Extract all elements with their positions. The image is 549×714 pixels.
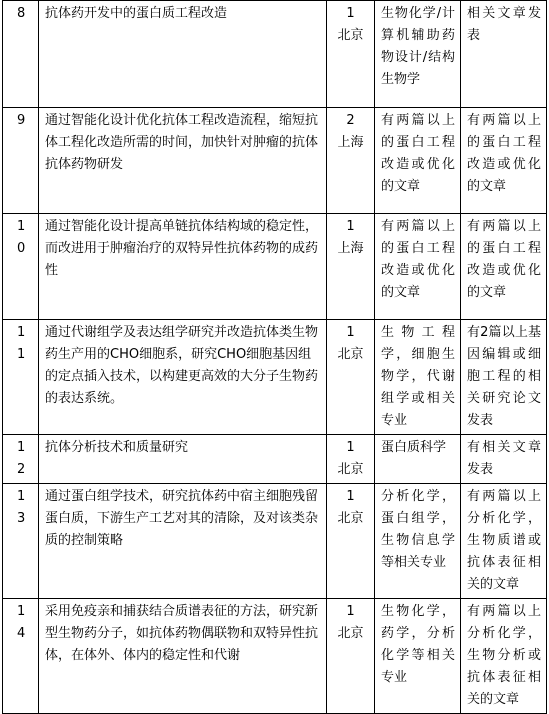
headcount: 1 bbox=[346, 6, 355, 21]
headcount: 1 bbox=[346, 604, 355, 619]
row-number: 11 bbox=[3, 320, 39, 435]
research-topic: 通过智能化设计提高单链抗体结构域的稳定性，而改进用于肿瘤治疗的双特异性抗体药物的成药性 bbox=[39, 214, 327, 320]
research-topic: 抗体药开发中的蛋白质工程改造 bbox=[39, 1, 327, 108]
headcount-location bbox=[327, 435, 375, 484]
major-requirement: 生物化学，药学，分析化学等相关专业 bbox=[375, 599, 461, 714]
publication-requirement: 有两篇以上的蛋白工程改造或优化的文章 bbox=[461, 214, 547, 320]
city: 北京 bbox=[337, 28, 364, 43]
city: 北京 bbox=[337, 462, 364, 477]
publication-requirement: 有两篇以上分析化学，生物质谱或抗体表征相关的文章 bbox=[461, 484, 547, 599]
city: 北京 bbox=[337, 626, 364, 641]
table-row bbox=[3, 214, 547, 320]
headcount: 2 bbox=[346, 113, 355, 128]
publication-requirement: 有两篇以上分析化学，生物分析或抗体表征相关的文章 bbox=[461, 599, 547, 714]
table-row bbox=[3, 320, 547, 435]
row-number: 10 bbox=[3, 214, 39, 320]
research-topic: 通过蛋白组学技术，研究抗体药中宿主细胞残留蛋白质，下游生产工艺对其的清除，及对该类杂质的控制策略 bbox=[39, 484, 327, 599]
headcount: 1 bbox=[346, 219, 355, 234]
major-requirement: 有两篇以上的蛋白工程改造或优化的文章 bbox=[375, 214, 461, 320]
major-requirement: 有两篇以上的蛋白工程改造或优化的文章 bbox=[375, 108, 461, 214]
headcount-location bbox=[327, 320, 375, 435]
headcount-location bbox=[327, 108, 375, 214]
row-number: 14 bbox=[3, 599, 39, 714]
headcount-location bbox=[327, 599, 375, 714]
major-requirement: 分析化学，蛋白组学，生物信息学等相关专业 bbox=[375, 484, 461, 599]
row-number: 8 bbox=[3, 1, 39, 108]
research-topic: 通过智能化设计优化抗体工程改造流程，缩短抗体工程化改造所需的时间，加快针对肿瘤的抗体抗体药物研发 bbox=[39, 108, 327, 214]
row-number: 13 bbox=[3, 484, 39, 599]
headcount: 1 bbox=[346, 489, 355, 504]
headcount: 1 bbox=[346, 325, 355, 340]
city: 北京 bbox=[337, 347, 364, 362]
table-row bbox=[3, 108, 547, 214]
major-requirement: 生物工程学，细胞生物学，代谢组学或相关专业 bbox=[375, 320, 461, 435]
table-row bbox=[3, 599, 547, 714]
table-row bbox=[3, 484, 547, 599]
publication-requirement: 有相关文章发表 bbox=[461, 435, 547, 484]
positions-table bbox=[2, 0, 547, 714]
research-topic: 采用免疫亲和捕获结合质谱表征的方法，研究新型生物药分子，如抗体药物偶联物和双特异性抗体，在体外、体内的稳定性和代谢 bbox=[39, 599, 327, 714]
publication-requirement: 有2篇以上基因编辑或细胞工程的相关研究论文发表 bbox=[461, 320, 547, 435]
headcount-location bbox=[327, 214, 375, 320]
city: 上海 bbox=[337, 135, 364, 150]
major-requirement: 生物化学/计算机辅助药物设计/结构生物学 bbox=[375, 1, 461, 108]
table-row bbox=[3, 435, 547, 484]
row-number: 12 bbox=[3, 435, 39, 484]
headcount: 1 bbox=[346, 440, 355, 455]
publication-requirement: 相关文章发表 bbox=[461, 1, 547, 108]
city: 上海 bbox=[337, 241, 364, 256]
research-topic: 通过代谢组学及表达组学研究并改造抗体类生物药生产用的CHO细胞系，研究CHO细胞基因组的定点插入技术，以构建更高效的大分子生物药的表达系统。 bbox=[39, 320, 327, 435]
publication-requirement: 有两篇以上的蛋白工程改造或优化的文章 bbox=[461, 108, 547, 214]
headcount-location bbox=[327, 484, 375, 599]
table-row bbox=[3, 1, 547, 108]
headcount-location bbox=[327, 1, 375, 108]
research-topic: 抗体分析技术和质量研究 bbox=[39, 435, 327, 484]
city: 北京 bbox=[337, 511, 364, 526]
row-number: 9 bbox=[3, 108, 39, 214]
major-requirement: 蛋白质科学 bbox=[375, 435, 461, 484]
